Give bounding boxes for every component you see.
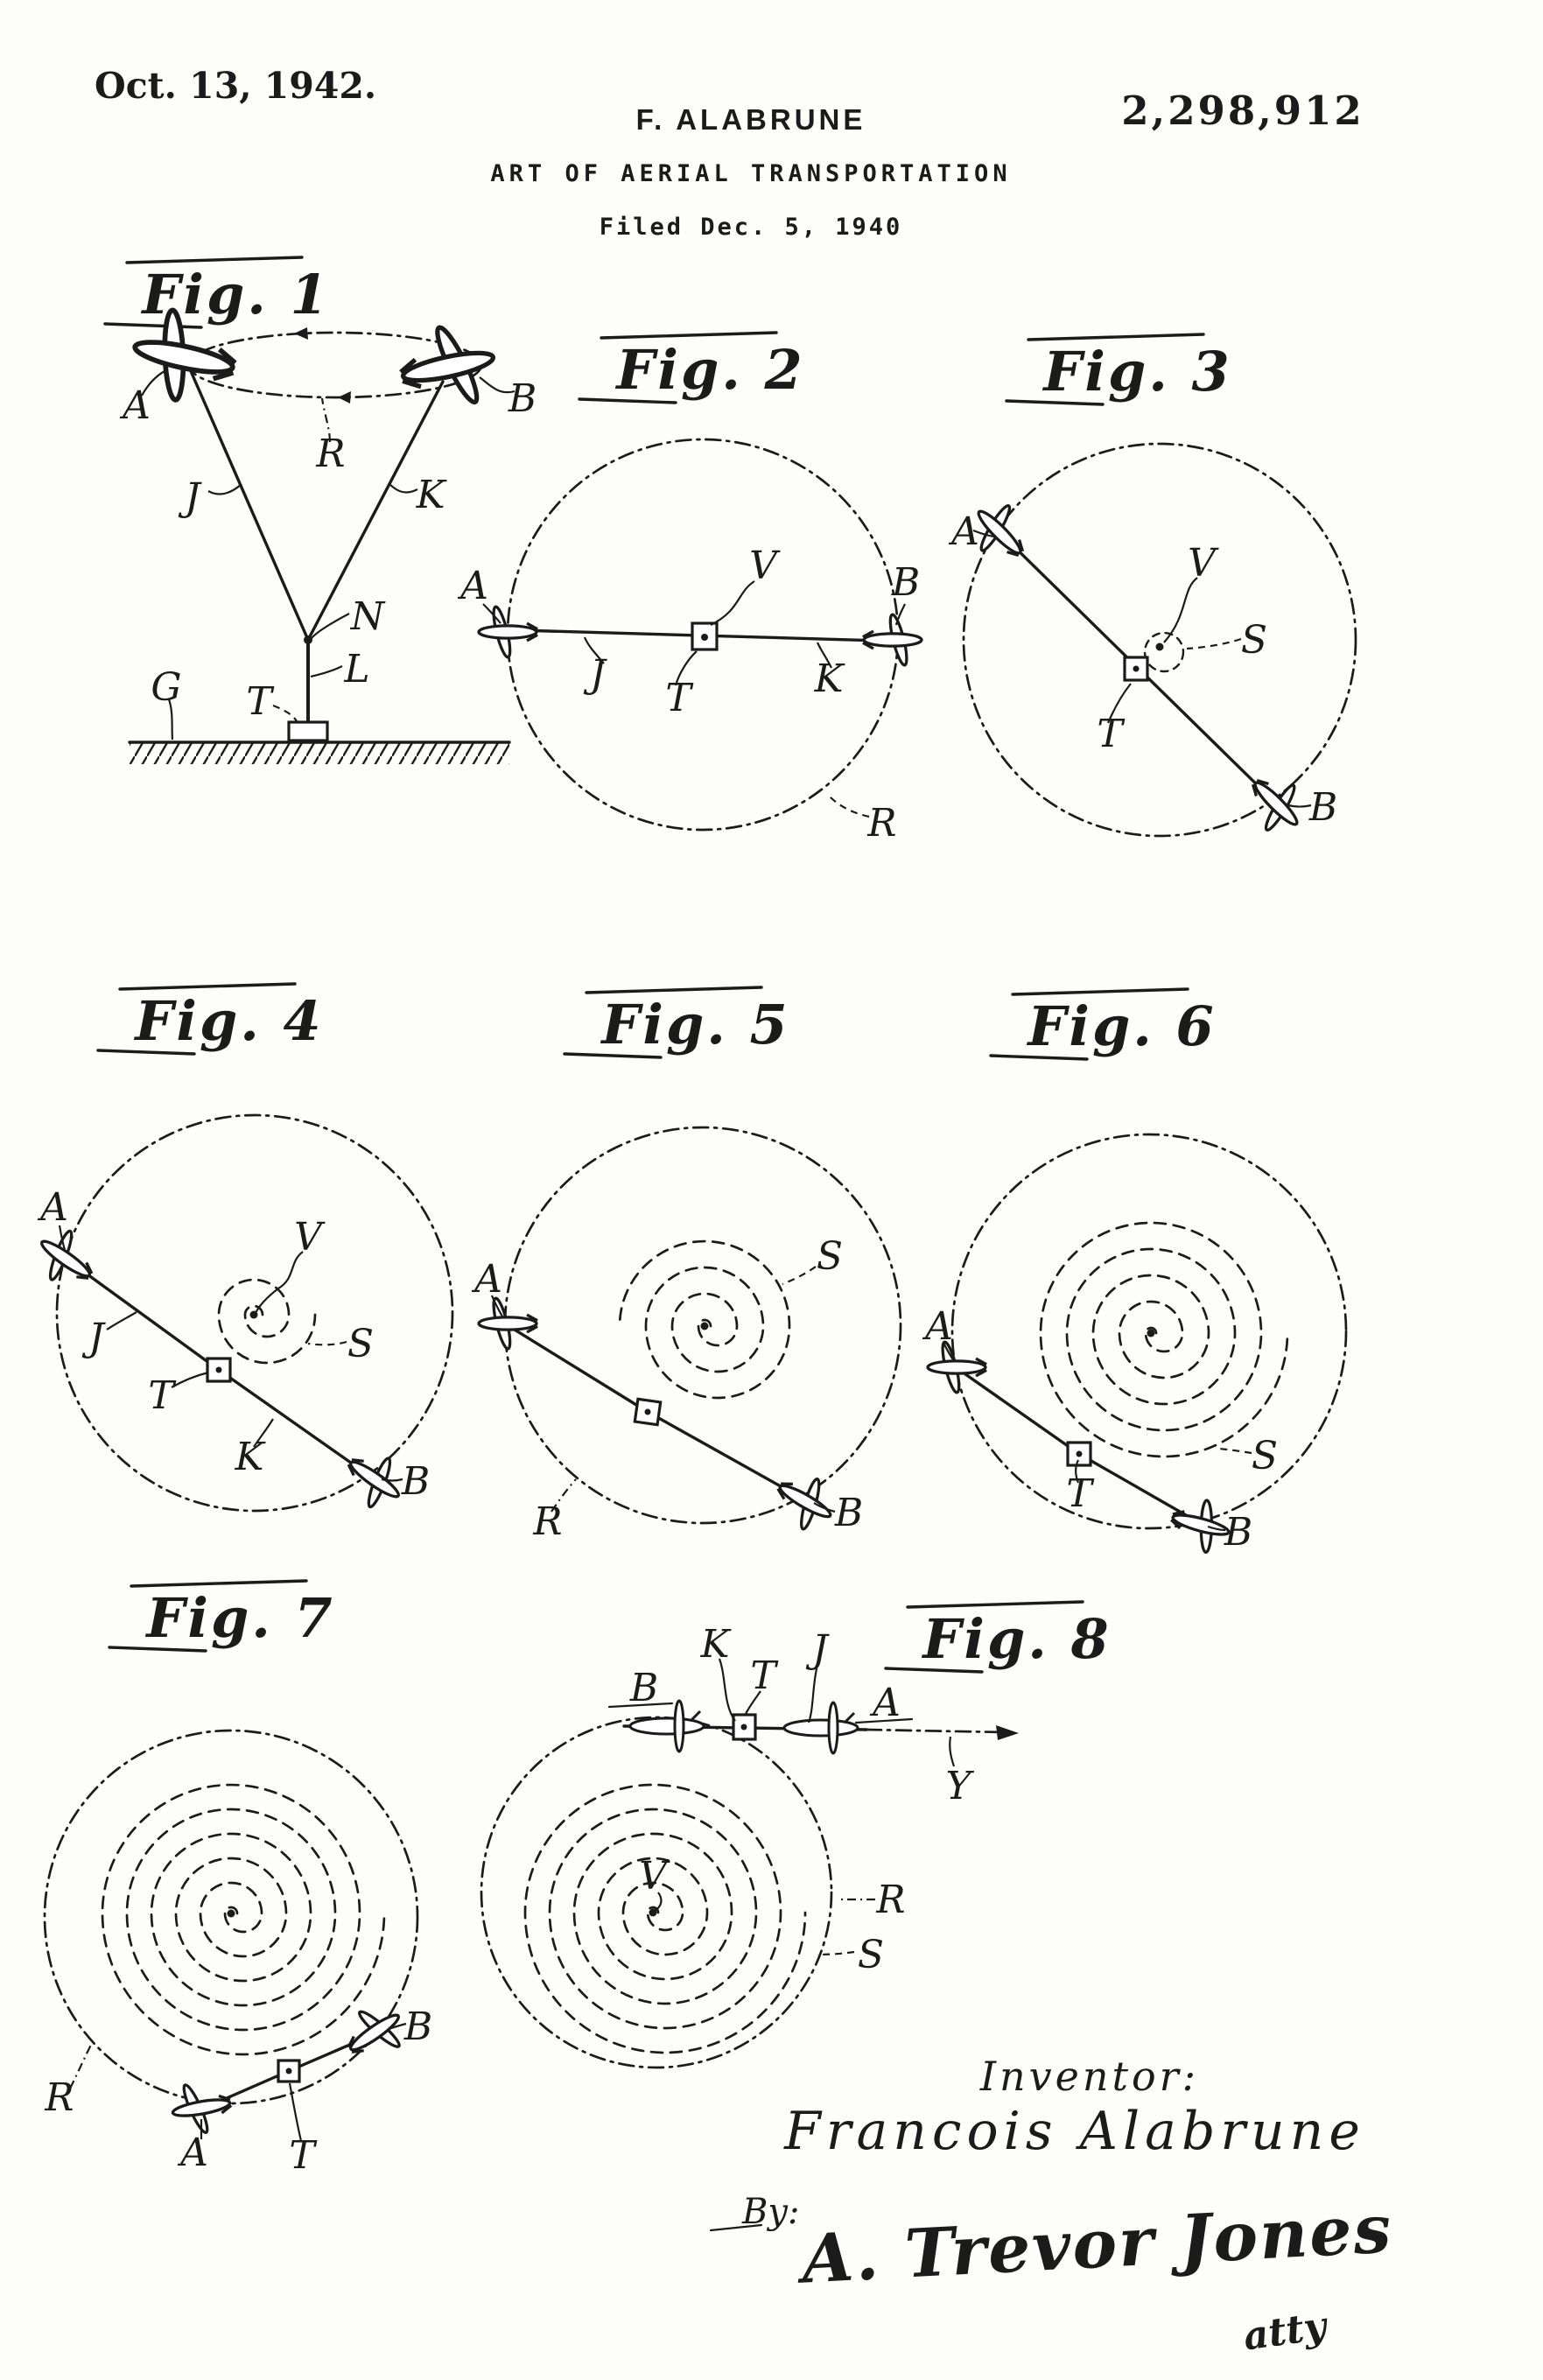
fig4-callout-J: J (88, 1316, 104, 1360)
attorney-title: atty (1240, 2303, 1329, 2360)
fig7-callout-T: T (289, 2133, 315, 2178)
fig2-callout-V: V (749, 544, 777, 588)
fig8-callout-T: T (750, 1653, 776, 1698)
figure-5-title: Fig. 5 (601, 993, 790, 1057)
header (95, 65, 1364, 241)
spiral-path-S (525, 1785, 805, 2053)
figure-4-title: Fig. 4 (135, 989, 324, 1053)
figure-8 (481, 1602, 1112, 2068)
flight-circle-R (964, 444, 1356, 836)
center-dot-V (1156, 643, 1164, 651)
fig5-callout-B: B (834, 1491, 864, 1535)
trolley-dot (1133, 666, 1140, 672)
fig5-callout-S: S (816, 1234, 844, 1279)
fig4-callout-S: S (347, 1322, 375, 1366)
center-dot (228, 1910, 235, 1918)
signature-block (711, 2053, 1394, 2359)
fig3-callout-B: B (1308, 785, 1338, 830)
attorney-signature: A. Trevor Jones (799, 2189, 1395, 2299)
fig8-callout-B: B (629, 1666, 659, 1710)
fig8-callout-Y: Y (945, 1764, 971, 1808)
fig6-callout-B: B (1224, 1510, 1253, 1555)
fig3-callout-S: S (1240, 618, 1268, 663)
center-dot (1147, 1330, 1155, 1337)
fig1-callout-K: K (416, 473, 445, 517)
header-filed: Filed Dec. 5, 1940 (599, 214, 903, 241)
fig1-callout-L: L (344, 647, 370, 692)
fig2-callout-B: B (891, 560, 921, 605)
fig6-callout-S: S (1251, 1434, 1279, 1478)
fig4-callout-K: K (235, 1435, 264, 1479)
trolley-dot (645, 1409, 651, 1415)
header-applicant: F. ALABRUNE (635, 103, 866, 136)
figure-1-title: Fig. 1 (142, 263, 331, 326)
fig3-callout-A: A (951, 509, 979, 554)
fig2-callout-A: A (460, 564, 488, 608)
figure-1 (105, 257, 537, 764)
figure-3-title: Fig. 3 (1043, 340, 1232, 404)
airplane-B-icon (863, 614, 922, 667)
airplane-A-icon (27, 1220, 106, 1297)
center-dot (701, 1323, 709, 1330)
fig1-callout-T: T (246, 679, 272, 724)
spiral-path-S (219, 1280, 315, 1363)
fig1-callout-G: G (151, 665, 182, 710)
fig8-callout-S: S (857, 1933, 885, 1977)
fig2-callout-J: J (590, 652, 606, 697)
leader-lines (142, 371, 515, 740)
header-date: Oct. 13, 1942. (95, 65, 377, 107)
fig6-callout-A: A (925, 1304, 953, 1349)
by-label: By: (742, 2192, 800, 2232)
inventor-caption: Inventor: (979, 2053, 1200, 2100)
figure-4 (27, 984, 452, 1518)
fig7-callout-B: B (403, 2004, 433, 2049)
direction-arrow (294, 327, 308, 340)
fig1-callout-R: R (316, 432, 346, 476)
fig8-callout-V: V (639, 1854, 667, 1899)
spiral-path-S (1145, 633, 1183, 671)
figure-5 (471, 987, 901, 1544)
spiral-path-S (1041, 1223, 1287, 1457)
fig5-callout-R: R (533, 1499, 563, 1544)
cable-J (510, 1327, 648, 1412)
cable-J (191, 371, 308, 640)
trolley-dot (216, 1367, 222, 1373)
inventor-name: Francois Alabrune (784, 2101, 1365, 2162)
trolley-dot (741, 1724, 747, 1731)
fig1-callout-J: J (185, 475, 200, 520)
trolley-dot (701, 634, 708, 641)
figure-2-title: Fig. 2 (616, 338, 805, 402)
airplane-A-icon (479, 1297, 537, 1351)
fig4-callout-V: V (294, 1215, 322, 1260)
fig8-callout-A: A (873, 1681, 901, 1725)
trolley-dot (286, 2068, 292, 2075)
fig1-callout-B: B (508, 376, 537, 421)
fig2-callout-T: T (665, 676, 691, 720)
figure-7-title: Fig. 7 (146, 1586, 335, 1650)
fig8-callout-R: R (876, 1878, 906, 1922)
figure-7 (44, 1581, 432, 2178)
figure-6-title: Fig. 6 (1027, 994, 1217, 1058)
leader-lines (492, 1267, 835, 1512)
fig2-callout-K: K (814, 656, 844, 701)
fig8-callout-K: K (700, 1622, 730, 1667)
spiral-path-S (102, 1785, 384, 2054)
fig7-callout-R: R (45, 2075, 74, 2120)
fig2-callout-R: R (867, 801, 897, 846)
fig3-callout-T: T (1097, 712, 1123, 756)
header-title: ART OF AERIAL TRANSPORTATION (490, 160, 1012, 187)
ground-hatch (130, 743, 509, 764)
direction-arrow (996, 1725, 1019, 1740)
cable-J (959, 1370, 1079, 1454)
fig1-callout-A: A (123, 383, 151, 428)
fig8-callout-J: J (812, 1627, 828, 1672)
fig3-callout-V: V (1188, 541, 1216, 586)
airplane-A-icon (784, 1703, 858, 1753)
spiral-path-S (620, 1241, 789, 1398)
axis-Y-line (866, 1730, 1005, 1732)
airplane-B-icon (335, 1994, 414, 2071)
fig7-callout-A: A (180, 2131, 208, 2175)
header-patent-number: 2,298,912 (1121, 88, 1364, 134)
fig1-callout-N: N (350, 594, 385, 639)
fig6-callout-T: T (1066, 1471, 1092, 1516)
airplane-B-icon (393, 316, 501, 418)
figure-6 (922, 989, 1346, 1558)
direction-arrow (338, 391, 351, 404)
figure-8-title: Fig. 8 (922, 1607, 1112, 1671)
fig4-callout-T: T (148, 1373, 174, 1418)
trolley-dot (1077, 1451, 1083, 1457)
fig5-callout-A: A (474, 1257, 502, 1302)
fig4-callout-B: B (401, 1459, 431, 1504)
figure-3 (948, 334, 1356, 843)
ground-station-T (289, 722, 327, 741)
fig4-callout-A: A (40, 1185, 68, 1230)
